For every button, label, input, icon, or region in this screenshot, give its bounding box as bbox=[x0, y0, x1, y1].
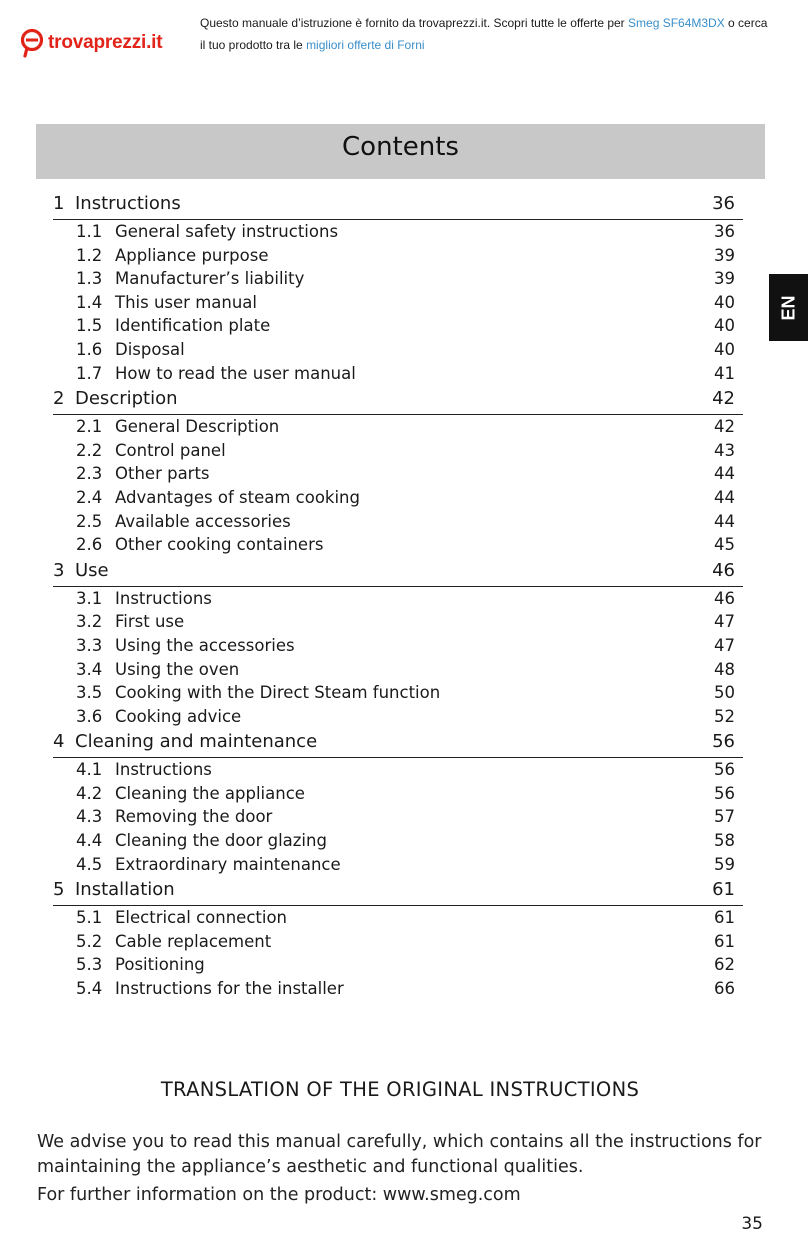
toc-entry-title: How to read the user manual bbox=[115, 363, 356, 383]
toc-entry-page: 48 bbox=[714, 659, 735, 679]
toc-entry-page: 41 bbox=[714, 363, 735, 383]
toc-entry-title: Appliance purpose bbox=[115, 245, 269, 265]
toc-entry-title: Using the oven bbox=[115, 659, 240, 679]
toc-entry-page: 44 bbox=[714, 487, 735, 507]
toc-entry-number: 5.4 bbox=[76, 979, 103, 999]
toc-entry-page: 43 bbox=[714, 440, 735, 460]
toc-entry-page: 44 bbox=[714, 511, 735, 531]
trovaprezzi-logo-icon bbox=[20, 28, 46, 58]
toc-entry[interactable] bbox=[53, 805, 743, 829]
toc-entry-number: 3.5 bbox=[76, 683, 103, 703]
toc-entry-page: 61 bbox=[714, 908, 735, 928]
toc-entry-page: 46 bbox=[714, 588, 735, 608]
toc-entry-title: Cooking advice bbox=[115, 706, 242, 726]
toc-section-number: 3 bbox=[53, 559, 65, 581]
toc-entry[interactable] bbox=[53, 705, 743, 729]
toc-entry-title: Available accessories bbox=[115, 511, 291, 531]
toc-entry[interactable] bbox=[53, 486, 743, 510]
toc-entry[interactable] bbox=[53, 829, 743, 853]
toc-section bbox=[53, 876, 743, 1000]
language-tab-label: EN bbox=[778, 294, 798, 321]
toc-entry[interactable] bbox=[53, 314, 743, 338]
toc-section-title-wrap bbox=[53, 876, 175, 905]
toc-section-title: Instructions bbox=[75, 193, 181, 214]
toc-entry[interactable] bbox=[53, 681, 743, 705]
toc-entry[interactable] bbox=[53, 533, 743, 557]
toc-entry-title: Identification plate bbox=[115, 316, 271, 336]
promo-banner bbox=[0, 0, 808, 80]
toc-entry-number: 4.5 bbox=[76, 854, 103, 874]
toc-entry-title: This user manual bbox=[115, 292, 257, 312]
toc-entry-number: 1.7 bbox=[76, 363, 103, 383]
toc-entry-title: Using the accessories bbox=[115, 635, 295, 655]
toc-entry-title: General safety instructions bbox=[115, 222, 339, 241]
advice-text: We advise you to read this manual carefully, which contains all the instructions for maintaining the appliance’s aesthetic and functional qualities. bbox=[37, 1132, 762, 1177]
toc-section-title-wrap bbox=[53, 190, 181, 219]
toc-entry-title: Positioning bbox=[115, 955, 205, 975]
toc-entry-page: 39 bbox=[714, 245, 735, 265]
toc-entry-number: 3.3 bbox=[76, 635, 103, 655]
toc-entry-title: Cable replacement bbox=[115, 931, 272, 951]
page-number: 35 bbox=[741, 1214, 763, 1234]
toc-section bbox=[53, 190, 743, 385]
toc-entry-title-wrap bbox=[76, 486, 360, 510]
toc-entry-title-wrap bbox=[76, 782, 305, 806]
toc-entry-title-wrap bbox=[76, 977, 344, 1001]
toc-section-heading[interactable] bbox=[53, 728, 743, 758]
toc-section-heading[interactable] bbox=[53, 876, 743, 906]
promo-line-1-suffix: o cerca bbox=[724, 16, 768, 30]
toc-entry-title-wrap bbox=[76, 930, 271, 954]
toc-entry-page: 56 bbox=[714, 760, 735, 780]
toc-entry-number: 4.1 bbox=[76, 760, 103, 780]
toc-section-heading[interactable] bbox=[53, 557, 743, 587]
toc-entry-title-wrap bbox=[76, 244, 268, 268]
promo-line-1-prefix: Questo manuale d’istruzione è fornito da trovaprezzi.it. Scopri tutte le offerte per bbox=[200, 16, 629, 30]
toc-section bbox=[53, 728, 743, 876]
table-of-contents bbox=[53, 190, 743, 1001]
toc-entry-page: 57 bbox=[714, 807, 735, 827]
toc-entry-number: 1.5 bbox=[76, 316, 103, 336]
toc-entry-number: 2.5 bbox=[76, 511, 103, 531]
toc-section-title: Use bbox=[75, 559, 109, 581]
toc-section-title-wrap bbox=[53, 385, 178, 414]
toc-entry-number: 3.2 bbox=[76, 612, 103, 632]
toc-entry-number: 5.3 bbox=[76, 955, 103, 975]
promo-line-2 bbox=[200, 36, 780, 58]
toc-entry[interactable] bbox=[53, 510, 743, 534]
toc-entry[interactable] bbox=[53, 439, 743, 463]
toc-entry-number: 4.2 bbox=[76, 783, 103, 803]
toc-entry[interactable] bbox=[53, 758, 743, 782]
offers-link[interactable]: migliori offerte di Forni bbox=[306, 38, 425, 52]
toc-section-page: 46 bbox=[712, 559, 735, 581]
toc-entry-title-wrap bbox=[76, 610, 184, 634]
toc-entry-title-wrap bbox=[76, 906, 287, 930]
toc-entry-page: 40 bbox=[714, 339, 735, 359]
toc-entry-title-wrap bbox=[76, 658, 239, 682]
toc-entry-page: 50 bbox=[714, 683, 735, 703]
toc-entry-title: Manufacturer’s liability bbox=[115, 269, 305, 289]
toc-section-title-wrap bbox=[53, 728, 317, 757]
toc-entry-title: Instructions bbox=[115, 588, 212, 608]
toc-entry-title-wrap bbox=[76, 291, 257, 315]
toc-entry-number: 5.1 bbox=[76, 908, 103, 928]
toc-entry-number: 3.4 bbox=[76, 659, 103, 679]
toc-entry[interactable] bbox=[53, 244, 743, 268]
toc-entry-title-wrap bbox=[76, 510, 291, 534]
toc-entry-title-wrap bbox=[76, 415, 279, 439]
toc-section-number: 1 bbox=[53, 193, 65, 214]
toc-entry-title: Cooking with the Direct Steam function bbox=[115, 683, 441, 703]
toc-entry-page: 59 bbox=[714, 854, 735, 874]
toc-entry[interactable] bbox=[53, 634, 743, 658]
product-link[interactable]: Smeg SF64M3DX bbox=[628, 16, 725, 30]
toc-entry-number: 4.4 bbox=[76, 831, 103, 851]
toc-entry-title: First use bbox=[115, 612, 185, 632]
toc-entry-number: 5.2 bbox=[76, 931, 103, 951]
more-info-text: For further information on the product: www.smeg.com bbox=[37, 1185, 521, 1205]
toc-entry[interactable] bbox=[53, 853, 743, 877]
toc-entry-page: 47 bbox=[714, 635, 735, 655]
toc-section bbox=[53, 385, 743, 557]
toc-entry-title-wrap bbox=[76, 439, 226, 463]
toc-entry[interactable] bbox=[53, 610, 743, 634]
toc-entry-number: 2.3 bbox=[76, 464, 103, 484]
toc-entry-title-wrap bbox=[76, 681, 440, 705]
toc-entry-number: 2.4 bbox=[76, 487, 103, 507]
toc-section bbox=[53, 557, 743, 729]
toc-entry[interactable] bbox=[53, 220, 743, 244]
toc-entry-page: 40 bbox=[714, 316, 735, 336]
toc-entry[interactable] bbox=[53, 658, 743, 682]
toc-entry-title: Control panel bbox=[115, 440, 226, 460]
toc-entry[interactable] bbox=[53, 362, 743, 386]
toc-entry-number: 2.2 bbox=[76, 440, 103, 460]
toc-entry-title-wrap bbox=[76, 587, 212, 611]
toc-entry-number: 1.1 bbox=[76, 222, 103, 241]
toc-entry-title-wrap bbox=[76, 953, 205, 977]
toc-entry-page: 47 bbox=[714, 612, 735, 632]
toc-entry-title: Cleaning the appliance bbox=[115, 783, 305, 803]
toc-section-title: Cleaning and maintenance bbox=[75, 731, 318, 753]
toc-entry-title-wrap bbox=[76, 805, 272, 829]
toc-entry-title-wrap bbox=[76, 338, 185, 362]
toc-entry-title-wrap bbox=[76, 829, 327, 853]
toc-section-page: 36 bbox=[712, 193, 735, 214]
toc-entry-number: 2.1 bbox=[76, 417, 103, 437]
toc-entry[interactable] bbox=[53, 267, 743, 291]
toc-entry-page: 66 bbox=[714, 979, 735, 999]
promo-text bbox=[200, 14, 780, 58]
toc-entry-page: 61 bbox=[714, 931, 735, 951]
toc-entry-title: Instructions bbox=[115, 760, 212, 780]
toc-entry[interactable] bbox=[53, 930, 743, 954]
toc-section-page: 56 bbox=[712, 731, 735, 753]
toc-entry-page: 62 bbox=[714, 955, 735, 975]
language-tab bbox=[769, 274, 808, 341]
toc-section-page: 42 bbox=[712, 388, 735, 410]
toc-entry-page: 42 bbox=[714, 417, 735, 437]
toc-entry-page: 40 bbox=[714, 292, 735, 312]
toc-entry-page: 56 bbox=[714, 783, 735, 803]
toc-entry[interactable] bbox=[53, 587, 743, 611]
trovaprezzi-logo[interactable] bbox=[20, 28, 162, 58]
toc-entry-title: Cleaning the door glazing bbox=[115, 831, 327, 851]
toc-entry-title: Other parts bbox=[115, 464, 210, 484]
toc-entry[interactable] bbox=[53, 415, 743, 439]
toc-section-title-wrap bbox=[53, 557, 109, 586]
toc-entry-number: 1.6 bbox=[76, 339, 103, 359]
toc-entry-title-wrap bbox=[76, 533, 323, 557]
toc-entry-title: Disposal bbox=[115, 339, 185, 359]
translation-heading: TRANSLATION OF THE ORIGINAL INSTRUCTIONS bbox=[160, 1078, 640, 1101]
toc-entry-page: 52 bbox=[714, 706, 735, 726]
toc-entry[interactable] bbox=[53, 462, 743, 486]
contents-title-band bbox=[36, 124, 765, 179]
toc-entry-number: 4.3 bbox=[76, 807, 103, 827]
toc-entry-title: Electrical connection bbox=[115, 908, 287, 928]
toc-section-number: 4 bbox=[53, 731, 65, 753]
toc-entry[interactable] bbox=[53, 953, 743, 977]
toc-entry-title-wrap bbox=[76, 362, 356, 386]
advice-block bbox=[37, 1130, 767, 1208]
toc-entry-number: 3.6 bbox=[76, 706, 103, 726]
toc-entry-title: Other cooking containers bbox=[115, 535, 324, 555]
promo-line-1 bbox=[200, 14, 780, 36]
toc-entry-page: 39 bbox=[714, 269, 735, 289]
toc-entry-title-wrap bbox=[76, 267, 304, 291]
toc-entry-title: Removing the door bbox=[115, 807, 273, 827]
toc-entry-number: 1.2 bbox=[76, 245, 103, 265]
toc-section-title: Description bbox=[75, 388, 178, 410]
toc-entry-title-wrap bbox=[76, 758, 212, 782]
toc-entry-page: 58 bbox=[714, 831, 735, 851]
toc-entry-title: Advantages of steam cooking bbox=[115, 487, 360, 507]
toc-entry-page: 44 bbox=[714, 464, 735, 484]
toc-section-heading[interactable] bbox=[53, 190, 743, 220]
toc-entry[interactable] bbox=[53, 782, 743, 806]
toc-section-heading[interactable] bbox=[53, 385, 743, 415]
toc-entry-title-wrap bbox=[76, 314, 270, 338]
toc-entry[interactable] bbox=[53, 977, 743, 1001]
toc-entry-title-wrap bbox=[76, 462, 210, 486]
toc-entry[interactable] bbox=[53, 291, 743, 315]
toc-entry[interactable] bbox=[53, 906, 743, 930]
toc-entry-number: 2.6 bbox=[76, 535, 103, 555]
toc-entry[interactable] bbox=[53, 338, 743, 362]
toc-entry-title-wrap bbox=[76, 853, 341, 877]
logo-text: trovaprezzi.it bbox=[48, 32, 163, 53]
toc-entry-number: 1.3 bbox=[76, 269, 103, 289]
toc-entry-title-wrap bbox=[76, 220, 338, 244]
promo-line-2-prefix: il tuo prodotto tra le bbox=[200, 38, 307, 52]
toc-entry-title: General Description bbox=[115, 417, 280, 437]
toc-entry-title: Instructions for the installer bbox=[115, 979, 344, 999]
toc-entry-page: 36 bbox=[714, 222, 735, 241]
toc-section-page: 61 bbox=[712, 879, 735, 901]
toc-entry-number: 3.1 bbox=[76, 588, 103, 608]
toc-entry-title: Extraordinary maintenance bbox=[115, 854, 341, 874]
toc-section-number: 2 bbox=[53, 388, 65, 410]
toc-section-number: 5 bbox=[53, 879, 65, 901]
toc-entry-title-wrap bbox=[76, 705, 241, 729]
toc-entry-title-wrap bbox=[76, 634, 295, 658]
toc-section-title: Installation bbox=[75, 879, 175, 901]
toc-entry-number: 1.4 bbox=[76, 292, 103, 312]
toc-entry-page: 45 bbox=[714, 535, 735, 555]
page-title: Contents bbox=[342, 132, 459, 162]
